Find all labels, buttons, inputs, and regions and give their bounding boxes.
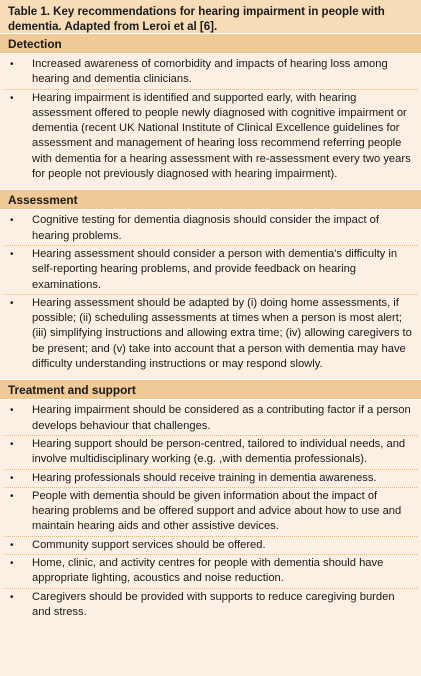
bullet-icon: • [10,472,14,484]
bullet-icon: • [10,215,14,227]
list-item: • Community support services should be offered. [0,538,421,553]
assessment-list [0,210,421,379]
detection-list [0,54,421,189]
list-item: • Cognitive testing for dementia diagnosis should consider the impact of hearing problems. [0,213,421,244]
bullet-icon: • [10,248,14,260]
bullet-icon: • [10,297,14,309]
list-item: • Hearing impairment is identified and supported early, with hearing assessment offered to people newly diagnosed with cognitive impairment or dementia (recent UK National Institute of Clinical Excellence guidelines for assessment and management of hearing loss recommend referring people with dementia for a hearing assessment with re-assessment every two years for people not previously diagnosed with hearing impairment). [10,91,411,181]
list-item: • Hearing professionals should receive training in dementia awareness. [0,471,421,486]
bullet-icon: • [10,59,14,70]
list-item: • Hearing assessment should be adapted by (i) doing home assessments, if possible; (ii) scheduling assessments at times when a person is most alert; (iii) simplifying instructions and allowing extra time; (iv) allowing caregivers to be present; and (v) take into account that a person with dementia may have difficulty understanding instructions or may respond slowly. [10,296,412,371]
bullet-icon: • [10,92,14,104]
list-item: • Home, clinic, and activity centres for people with dementia should have appropriate lighting, acoustics and noise reduction. [0,556,421,587]
section-detection [0,33,421,189]
bullet-icon: • [10,438,14,450]
section-header-treatment-support: Treatment and support [0,379,421,400]
bullet-icon: • [10,490,14,502]
treatment-support-list [0,400,421,627]
section-treatment-support [0,379,421,627]
section-header-assessment: Assessment [0,189,421,210]
list-item: • Hearing support should be person-centred, tailored to individual needs, and involve multidisciplinary working (e.g. ,with dementia professionals). [0,437,421,468]
bullet-icon: • [10,558,14,570]
list-item: • People with dementia should be given information about the impact of hearing problems and be offered support and advice about how to use and maintain hearing aids and other assistive devices. [0,489,421,535]
section-assessment [0,189,421,379]
section-header-detection: Detection [0,33,421,54]
table-caption: Table 1. Key recommendations for hearing impairment in people with dementia. Adapted from Leroi et al [6]. [0,0,421,33]
bullet-icon: • [10,539,14,551]
list-item: • Increased awareness of comorbidity and impacts of hearing loss among hearing and dementia clinicians. [0,57,421,88]
list-item: • Hearing impairment should be considered as a contributing factor if a person develops behaviour that challenges. [0,403,421,434]
bullet-icon: • [10,591,14,603]
bullet-icon: • [10,405,14,417]
list-item: • Caregivers should be provided with supports to reduce caregiving burden and stress. [10,590,395,618]
list-item: • Hearing assessment should consider a person with dementia's difficulty in self-reporting hearing problems, and provide feedback on hearing examinations. [0,247,421,293]
